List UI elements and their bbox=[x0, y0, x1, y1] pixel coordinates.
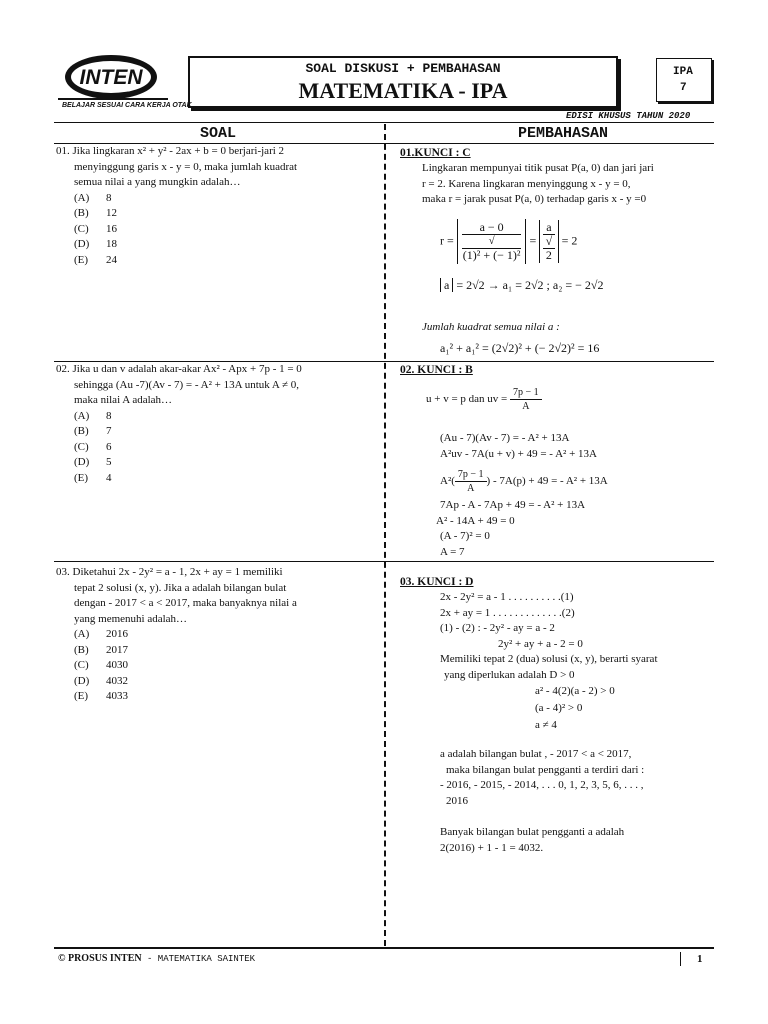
inten-logo bbox=[63, 52, 159, 102]
solution-step: Banyak bilangan bulat pengganti a adalah bbox=[440, 826, 625, 838]
badge-number: 7 bbox=[680, 82, 687, 94]
section-rule-2 bbox=[54, 561, 714, 562]
fraction: a − 0 √ (1)² + (− 1)² bbox=[462, 220, 521, 262]
numerator: a − 0 bbox=[462, 221, 522, 235]
option-d: (D) 18 bbox=[74, 238, 117, 250]
column-head-pembahasan: PEMBAHASAN bbox=[518, 125, 609, 142]
solution-2-steps-cont bbox=[436, 498, 585, 560]
option-d: (D) 4032 bbox=[74, 674, 128, 687]
solution-step: 7Ap - A - 7Ap + 49 = - A² + 13A bbox=[440, 499, 586, 511]
footer-divider bbox=[680, 952, 681, 966]
logo-text: INTEN bbox=[79, 66, 143, 89]
option-a: (A) 8 bbox=[74, 191, 112, 204]
sum-label: Jumlah kuadrat semua nilai a : bbox=[422, 321, 560, 333]
header-rule bbox=[54, 122, 714, 123]
option-b: (B) 2017 bbox=[74, 643, 128, 656]
solution-step: a adalah bilangan bulat , - 2017 < a < 2017, bbox=[440, 748, 632, 760]
question-2 bbox=[56, 362, 376, 486]
solution-2-fraction-step bbox=[440, 468, 608, 495]
denominator: A bbox=[522, 401, 530, 412]
logo-tagline: BELAJAR SESUAI CARA KERJA OTAK bbox=[62, 102, 192, 109]
solution-step: 2x + ay = 1 . . . . . . . . . . . . .(2) bbox=[440, 606, 575, 619]
option-list bbox=[56, 627, 376, 705]
solution-step: (Au - 7)(Av - 7) = - A² + 13A bbox=[440, 432, 570, 444]
denominator: A bbox=[467, 483, 475, 494]
solution-step: maka bilangan bulat pengganti a terdiri dari : bbox=[446, 763, 645, 776]
question-line: 02. Jika u dan v adalah akar-akar Ax² - Apx + 7p - 1 = 0 bbox=[56, 363, 302, 375]
distance-equation bbox=[440, 219, 577, 264]
numerator: 7p − 1 bbox=[510, 386, 542, 400]
page-number: 1 bbox=[697, 953, 703, 965]
solution-step: Memiliki tepat 2 (dua) solusi (x, y), berarti syarat bbox=[440, 653, 658, 665]
footer-text bbox=[58, 953, 255, 964]
option-c: (C) 16 bbox=[74, 222, 117, 235]
step-suffix: ) - 7A(p) + 49 = - A² + 13A bbox=[486, 475, 608, 488]
solution-3-system bbox=[440, 590, 658, 683]
equals: = bbox=[529, 233, 537, 248]
option-e: (E) 4 bbox=[74, 471, 112, 484]
roots-equation bbox=[440, 278, 604, 293]
question-line: dengan - 2017 < a < 2017, maka banyaknya nilai a bbox=[74, 597, 297, 609]
solution-step: 2y² + ay + a - 2 = 0 bbox=[498, 637, 583, 650]
question-line: menyinggung garis x - y = 0, maka jumlah kuadrat bbox=[74, 160, 298, 173]
solution-step: 2x - 2y² = a - 1 . . . . . . . . . .(1) bbox=[440, 591, 574, 603]
solution-3-range bbox=[440, 747, 644, 809]
solution-step: A² - 14A + 49 = 0 bbox=[436, 514, 515, 527]
abs-fraction bbox=[457, 219, 527, 264]
eq-label: r = bbox=[440, 233, 454, 248]
option-a: (A) 2016 bbox=[74, 628, 128, 640]
solution-step: (a - 4)² > 0 bbox=[535, 702, 583, 714]
kunci-3: 03. KUNCI : D bbox=[400, 576, 474, 588]
question-3 bbox=[56, 565, 376, 705]
solution-1-text bbox=[422, 161, 718, 208]
badge-program: IPA bbox=[673, 66, 693, 78]
step-prefix: A²( bbox=[440, 475, 455, 488]
option-c: (C) 6 bbox=[74, 440, 112, 453]
question-line: tepat 2 solusi (x, y). Jika a adalah bilangan bulat bbox=[74, 581, 287, 594]
denominator: (1)² + (− 1)² bbox=[462, 248, 521, 262]
edition-label: EDISI KHUSUS TAHUN 2020 bbox=[566, 111, 691, 121]
title-box bbox=[188, 56, 618, 108]
numerator: 7p − 1 bbox=[455, 468, 487, 482]
solution-step: A = 7 bbox=[440, 545, 465, 558]
solution-3-conclusion bbox=[440, 825, 624, 856]
copyright: © PROSUS INTEN bbox=[58, 953, 142, 964]
fraction: a √ 2 bbox=[543, 221, 554, 262]
solution-step: 2(2016) + 1 - 1 = 4032. bbox=[440, 841, 544, 854]
step-fraction bbox=[455, 468, 487, 495]
column-head-soal: SOAL bbox=[200, 125, 237, 142]
kunci-2: 02. KUNCI : B bbox=[400, 364, 473, 376]
uv-relation bbox=[426, 386, 542, 413]
question-line: yang memenuhi adalah… bbox=[74, 612, 188, 625]
roots-text: = 2√2 → a₁ = 2√2 ; a₂ = − 2√2 bbox=[456, 278, 604, 292]
solution-step: 2016 bbox=[446, 794, 468, 807]
tagline-rule bbox=[58, 98, 168, 100]
footer-subject: - MATEMATIKA SAINTEK bbox=[141, 954, 256, 964]
question-line: 03. Diketahui 2x - 2y² = a - 1, 2x + ay = 1 memiliki bbox=[56, 566, 283, 578]
abs-a: a bbox=[440, 278, 453, 292]
sum-equation: a₁² + a₁² = (2√2)² + (− 2√2)² = 16 bbox=[440, 341, 600, 355]
option-e: (E) 24 bbox=[74, 253, 117, 266]
numerator: a bbox=[543, 221, 554, 235]
denominator: 2 bbox=[543, 248, 554, 262]
subtitle: SOAL DISKUSI + PEMBAHASAN bbox=[305, 61, 501, 76]
option-c: (C) 4030 bbox=[74, 659, 128, 671]
option-d: (D) 5 bbox=[74, 456, 112, 468]
eq-result: = 2 bbox=[561, 233, 578, 248]
column-divider bbox=[384, 124, 386, 946]
solution-2-steps bbox=[440, 431, 597, 462]
solution-step: a ≠ 4 bbox=[535, 719, 557, 731]
program-badge bbox=[656, 58, 712, 102]
solution-step: (1) - (2) : - 2y² - ay = a - 2 bbox=[440, 622, 555, 634]
question-line: semua nilai a yang mungkin adalah… bbox=[74, 176, 241, 188]
solution-line: maka r = jarak pusat P(a, 0) terhadap garis x - y =0 bbox=[422, 193, 647, 205]
question-line: sehingga (Au -7)(Av - 7) = - A² + 13A untuk A ≠ 0, bbox=[74, 378, 300, 391]
solution-line: Lingkaran mempunyai titik pusat P(a, 0) dan jari jari bbox=[422, 162, 654, 174]
kunci-1: 01.KUNCI : C bbox=[400, 147, 471, 159]
uv-fraction bbox=[510, 386, 542, 413]
solution-step: (A - 7)² = 0 bbox=[440, 530, 490, 542]
abs-fraction-2 bbox=[539, 220, 558, 263]
question-line: maka nilai A adalah… bbox=[74, 394, 173, 406]
option-b: (B) 12 bbox=[74, 207, 117, 219]
option-list bbox=[56, 409, 376, 487]
option-list bbox=[56, 191, 376, 269]
option-e: (E) 4033 bbox=[74, 690, 128, 702]
solution-step: A²uv - 7A(u + v) + 49 = - A² + 13A bbox=[440, 447, 597, 460]
option-a: (A) 8 bbox=[74, 409, 112, 422]
question-line: 01. Jika lingkaran x² + y² - 2ax + b = 0 berjari-jari 2 bbox=[56, 145, 285, 157]
solution-3-discriminant bbox=[535, 683, 615, 734]
uv-text: u + v = p dan uv = bbox=[426, 393, 508, 406]
solution-step: a² - 4(2)(a - 2) > 0 bbox=[535, 685, 615, 697]
solution-step: - 2016, - 2015, - 2014, . . . 0, 1, 2, 3, 5, 6, . . . , bbox=[440, 779, 644, 791]
option-b: (B) 7 bbox=[74, 425, 112, 437]
solution-line: r = 2. Karena lingkaran menyinggung x - y = 0, bbox=[422, 177, 631, 190]
page-title: MATEMATIKA - IPA bbox=[298, 78, 508, 103]
solution-step: yang diperlukan adalah D > 0 bbox=[444, 668, 575, 681]
footer-rule bbox=[54, 947, 714, 949]
question-1 bbox=[56, 144, 376, 268]
